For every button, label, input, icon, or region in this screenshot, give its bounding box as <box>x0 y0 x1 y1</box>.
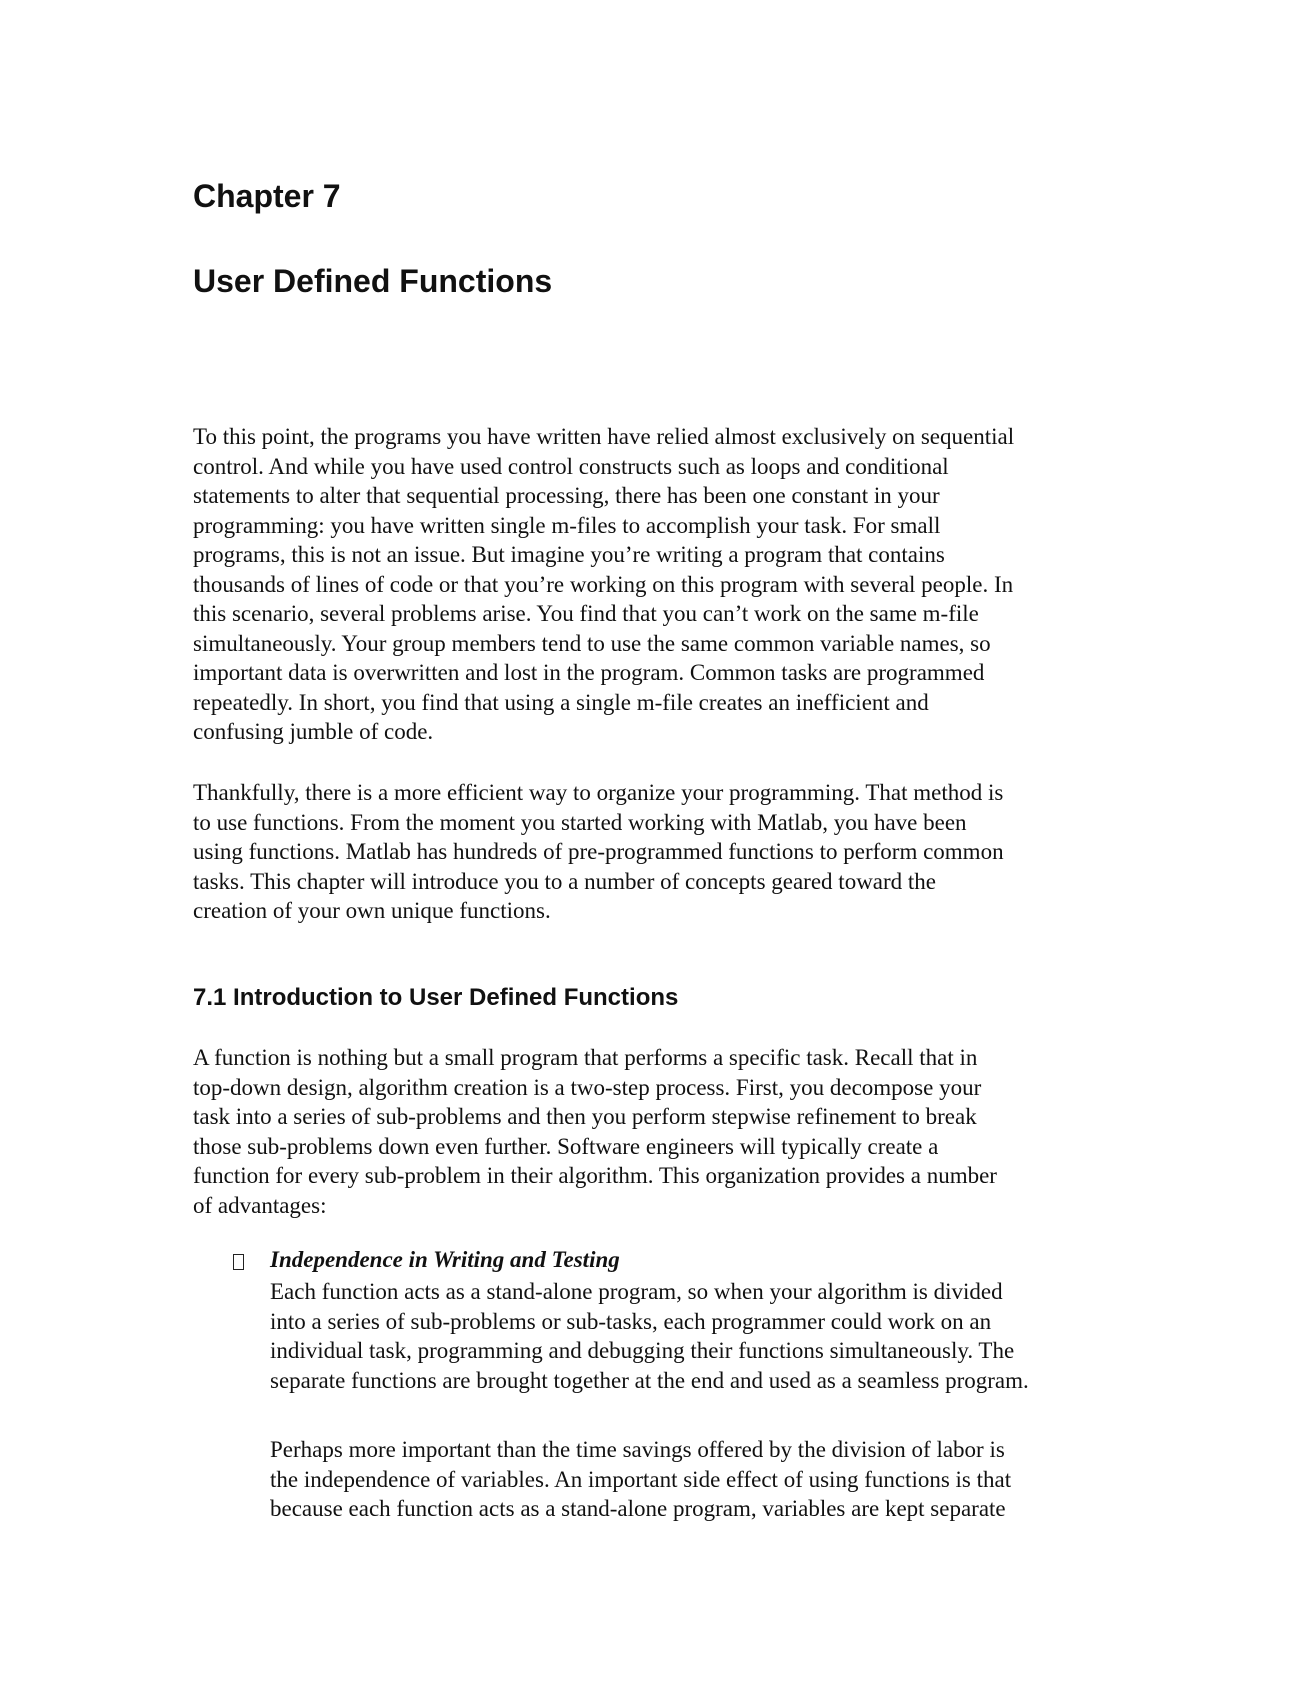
text-line: this scenario, several problems arise. You find that you can’t work on the same m-file <box>193 601 979 626</box>
text-line: Thankfully, there is a more efficient way to organize your programming. That method is <box>193 780 1004 805</box>
chapter-title: User Defined Functions <box>193 263 553 299</box>
text-line: Each function acts as a stand-alone program, so when your algorithm is divided <box>270 1279 1003 1304</box>
bullet-title: Independence in Writing and Testing <box>270 1247 620 1272</box>
text-line: simultaneously. Your group members tend to use the same common variable names, so <box>193 630 991 656</box>
text-line: thousands of lines of code or that you’re working on this program with several people. In <box>193 571 1014 597</box>
text-line: programming: you have written single m-files to accomplish your task. For small <box>193 512 941 538</box>
chapter-label: Chapter 7 <box>193 178 341 214</box>
text-line: Perhaps more important than the time savings offered by the division of labor is <box>270 1437 1005 1462</box>
text-line: repeatedly. In short, you find that using a single m-file creates an inefficient and <box>193 689 929 715</box>
text-line: using functions. Matlab has hundreds of pre-programmed functions to perform common <box>193 839 1004 864</box>
intro-paragraph-2 <box>193 778 1004 926</box>
bullet-paragraph-2 <box>270 1435 1011 1524</box>
text-line: to use functions. From the moment you started working with Matlab, you have been <box>193 809 967 835</box>
bullet-paragraph-1 <box>270 1277 1029 1395</box>
text-line: task into a series of sub-problems and then you perform stepwise refinement to break <box>193 1104 977 1129</box>
text-line: of advantages: <box>193 1192 327 1218</box>
text-line: function for every sub-problem in their algorithm. This organization provides a number <box>193 1163 997 1188</box>
text-line: top-down design, algorithm creation is a two-step process. First, you decompose your <box>193 1074 982 1100</box>
text-line: those sub-problems down even further. Software engineers will typically create a <box>193 1133 939 1159</box>
text-line: into a series of sub-problems or sub-tasks, each programmer could work on an <box>270 1308 992 1334</box>
text-line: individual task, programming and debugging their functions simultaneously. The <box>270 1338 1015 1363</box>
text-line: separate functions are brought together at the end and used as a seamless program. <box>270 1367 1029 1393</box>
text-line: statements to alter that sequential processing, there has been one constant in your <box>193 483 940 508</box>
text-line: control. And while you have used control constructs such as loops and conditional <box>193 453 949 479</box>
text-line: A function is nothing but a small program that performs a specific task. Recall that in <box>193 1045 978 1070</box>
text-line: To this point, the programs you have written have relied almost exclusively on sequential <box>193 424 1015 449</box>
section-heading: 7.1 Introduction to User Defined Functions <box>193 984 679 1011</box>
intro-paragraph-1 <box>193 422 1014 747</box>
text-line: programs, this is not an issue. But imagine you’re writing a program that contains <box>193 542 945 567</box>
text-line: important data is overwritten and lost in the program. Common tasks are programmed <box>193 660 985 685</box>
bullet-box-icon <box>233 1254 244 1270</box>
section-paragraph <box>193 1043 997 1220</box>
text-line: confusing jumble of code. <box>193 719 434 744</box>
text-line: creation of your own unique functions. <box>193 898 551 923</box>
text-line: because each function acts as a stand-alone program, variables are kept separate <box>270 1496 1006 1521</box>
text-line: tasks. This chapter will introduce you to a number of concepts geared toward the <box>193 868 937 894</box>
text-line: the independence of variables. An important side effect of using functions is that <box>270 1466 1012 1492</box>
